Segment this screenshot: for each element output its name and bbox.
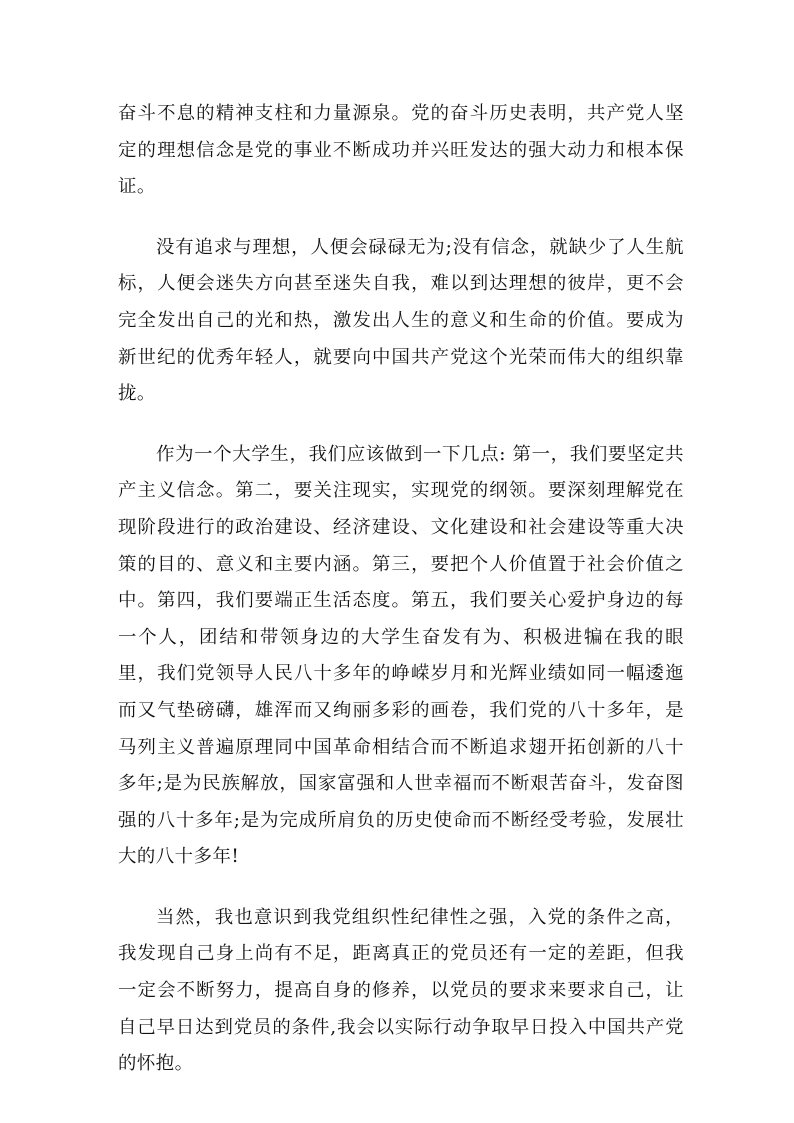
paragraph-3: 作为一个大学生，我们应该做到一下几点: 第一，我们要坚定共产主义信念。第二，要关注现实，实现党的纲领。要深刻理解党在现阶段进行的政治建设、经济建设、文化建设和社会建设等重大决策的目的、意义和主要内涵。第三，要把个人价值置于社会价值之中。第四，我们要端正生活态度。第五，我们要关心爱护身边的每一个人，团结和带领身边的大学生奋发有为、积极进犏在我的眼里，我们党领导人民八十多年的峥嵘岁月和光辉业绩如同一幅逶迤而又气垫磅礴，雄浑而又绚丽多彩的画卷，我们党的八十多年，是马列主义普遍原理同中国革命相结合而不断追求翅开拓创新的八十多年;是为民族解放，国家富强和人世幸福而不断艰苦奋斗，发奋图强的八十多年;是为完成所肩负的历史使命而不断经受考验，发展壮大的八十多年! bbox=[118, 443, 684, 868]
paragraph-1: 奋斗不息的精神支柱和力量源泉。党的奋斗历史表明，共产党人坚定的理想信念是党的事业不断成功并兴旺发达的强大动力和根本保证。 bbox=[118, 103, 684, 198]
paragraph-2: 没有追求与理想，人便会碌碌无为;没有信念，就缺少了人生航标，人便会迷失方向甚至迷失自我，难以到达理想的彼岸，更不会完全发出自己的光和热，激发出人生的意义和生命的价值。要成为新世纪的优秀年轻人，就要向中国共产党这个光荣而伟大的组织靠拢。 bbox=[118, 236, 684, 405]
paragraph-4: 当然，我也意识到我党组织性纪律性之强，入党的条件之高，我发现自己身上尚有不足，距离真正的党员还有一定的差距，但我一定会不断努力，提高自身的修养，以党员的要求来要求自己，让自己早日达到党员的条件,我会以实际行动争取早日投入中国共产党的怀抱。 bbox=[118, 906, 684, 1075]
document-page bbox=[118, 96, 684, 1107]
